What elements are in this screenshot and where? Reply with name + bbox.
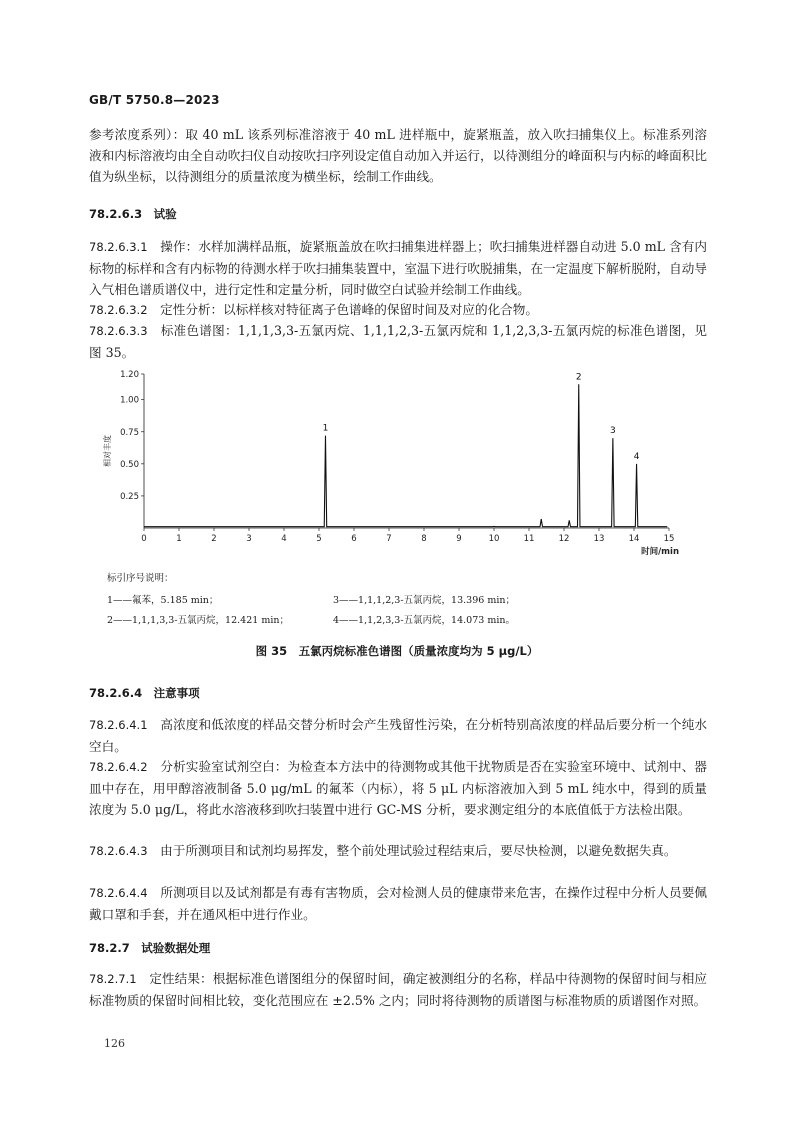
paragraph-78-2-6-3-2 [89,299,707,321]
paragraph-78-2-6-4-3 [89,840,707,862]
section-title: 试验数据处理 [141,941,211,955]
x-tick-label: 11 [523,534,535,544]
clause-number: 78.2.7.1 [89,972,137,986]
paragraph-78-2-6-4-2 [89,756,707,820]
x-tick-label: 6 [351,534,357,544]
clause-text: 定性分析：以标样核对特征离子色谱峰的保留时间及对应的化合物。 [160,302,538,317]
figure-caption: 图 35 五氯丙烷标准色谱图（质量浓度均为 5 μg/L） [255,644,539,658]
intro-paragraph: 参考浓度系列）：取 40 mL 该系列标准溶液于 40 mL 进样瓶中，旋紧瓶盖，放入吹扫捕集仪上。标准系列溶液和内标溶液均由全自动吹扫仪自动按吹扫序列设定值自动加入并运行，以待测组分的峰面积与内标的峰面积比值为纵坐标，以待测组分的质量浓度为横坐标，绘制工作曲线。 [89,127,707,184]
peak-label-4: 4 [633,451,640,462]
section-heading-78-2-6-4 [89,685,200,701]
clause-text: 高浓度和低浓度的样品交替分析时会产生残留性污染，在分析特别高浓度的样品后要分析一个纯水空白。 [89,717,708,754]
paragraph-78-2-6-3-3 [89,320,707,363]
section-heading-78-2-6-3 [89,206,177,222]
y-tick-label: 0.75 [120,427,139,438]
x-tick-label: 3 [246,534,252,544]
x-tick-label: 2 [211,534,217,544]
clause-text: 操作：水样加满样品瓶，旋紧瓶盖放在吹扫捕集进样器上；吹扫捕集进样器自动进 5.0 mL 含有内标物的标样和含有内标物的待测水样于吹扫捕集装置中，室温下进行吹脱捕集，在一定温度下解析脱附，自动导入气相色谱质谱仪中，进行定性和定量分析，同时做空白试验并绘制工作曲线。 [89,239,708,297]
legend-item-1: 1——氟苯，5.185 min； [107,595,219,606]
x-tick-label: 15 [663,534,675,544]
clause-number: 78.2.6.3.2 [89,303,148,317]
clause-number: 78.2.6.4.4 [89,886,148,900]
paragraph-78-2-7-1 [89,968,707,1011]
peak-label-3: 3 [609,426,616,437]
clause-text: 标准色谱图：1,1,1,3,3-五氯丙烷、1,1,1,2,3-五氯丙烷和 1,1,2,3,3-五氯丙烷的标准色谱图，见图 35。 [89,323,707,360]
clause-text: 由于所测项目和试剂均易挥发，整个前处理试验过程结束后，要尽快检测，以避免数据失真。 [160,843,677,858]
section-heading-78-2-7 [89,940,210,956]
y-tick-label: 1.20 [120,370,139,380]
x-tick-label: 5 [316,534,322,544]
clause-number: 78.2.6.4.1 [89,718,148,732]
x-axis-label: 时间/min [641,547,679,557]
x-tick-label: 9 [456,534,462,544]
x-tick-label: 1 [176,534,182,544]
x-tick-label: 12 [558,534,570,544]
peak-label-1: 1 [322,423,329,434]
section-number: 78.2.7 [89,941,130,955]
section-number: 78.2.6.3 [89,207,143,221]
standard-code: GB/T 5750.8—2023 [89,93,220,107]
x-tick-label: 14 [628,534,640,544]
paragraph-78-2-6-3-1 [89,236,707,300]
clause-number: 78.2.6.3.1 [89,240,148,254]
clause-number: 78.2.6.3.3 [89,324,148,338]
legend-item-3: 3——1,1,1,2,3-五氯丙烷，13.396 min； [333,595,515,606]
legend-item-4: 4——1,1,2,3,3-五氯丙烷，14.073 min。 [333,615,515,626]
y-tick-label: 0.50 [120,459,139,470]
y-tick-label: 1.00 [120,395,139,406]
x-tick-label: 13 [593,534,605,544]
y-axis-label: 相对丰度 [103,435,112,467]
section-number: 78.2.6.4 [89,686,143,700]
paragraph-78-2-6-4-4 [89,882,707,925]
page-number: 126 [104,1037,125,1050]
clause-text: 定性结果：根据标准色谱图组分的保留时间，确定被测组分的名称，样品中待测物的保留时间与相应标准物质的保留时间相比较，变化范围应在 ±2.5% 之内；同时将待测物的质谱图与标准物质的质谱图作对照。 [89,971,708,1008]
x-tick-label: 10 [488,534,500,544]
legend-title: 标引序号说明： [107,573,174,584]
clause-text: 所测项目以及试剂都是有毒有害物质，会对检测人员的健康带来危害，在操作过程中分析人员要佩戴口罩和手套，并在通风柜中进行作业。 [89,885,708,922]
y-tick-label: 0.25 [120,491,139,502]
chromatogram-trace [144,384,667,526]
paragraph-78-2-6-4-1 [89,714,707,757]
x-tick-label: 8 [421,534,427,544]
clause-number: 78.2.6.4.3 [89,844,148,858]
peak-label-2: 2 [575,372,582,383]
section-title: 试验 [153,207,177,221]
chromatogram-chart [98,366,698,566]
clause-number: 78.2.6.4.2 [89,760,148,774]
x-tick-label: 4 [281,534,287,544]
section-title: 注意事项 [153,686,200,700]
x-tick-label: 0 [141,534,147,544]
x-tick-label: 7 [386,534,392,544]
legend-item-2: 2——1,1,1,3,3-五氯丙烷，12.421 min； [107,615,289,626]
clause-text: 分析实验室试剂空白：为检查本方法中的待测物或其他干扰物质是否在实验室环境中、试剂中、器皿中存在，用甲醇溶液制备 5.0 μg/mL 的氟苯（内标），将 5 μL 内标溶液加入到 5 mL 纯水中，得到的质量浓度为 5.0 μg/L，将此水溶液移到吹扫装置中进行 GC-MS 分析，要求测定组分的本底值低于方法检出限。 [89,759,708,817]
